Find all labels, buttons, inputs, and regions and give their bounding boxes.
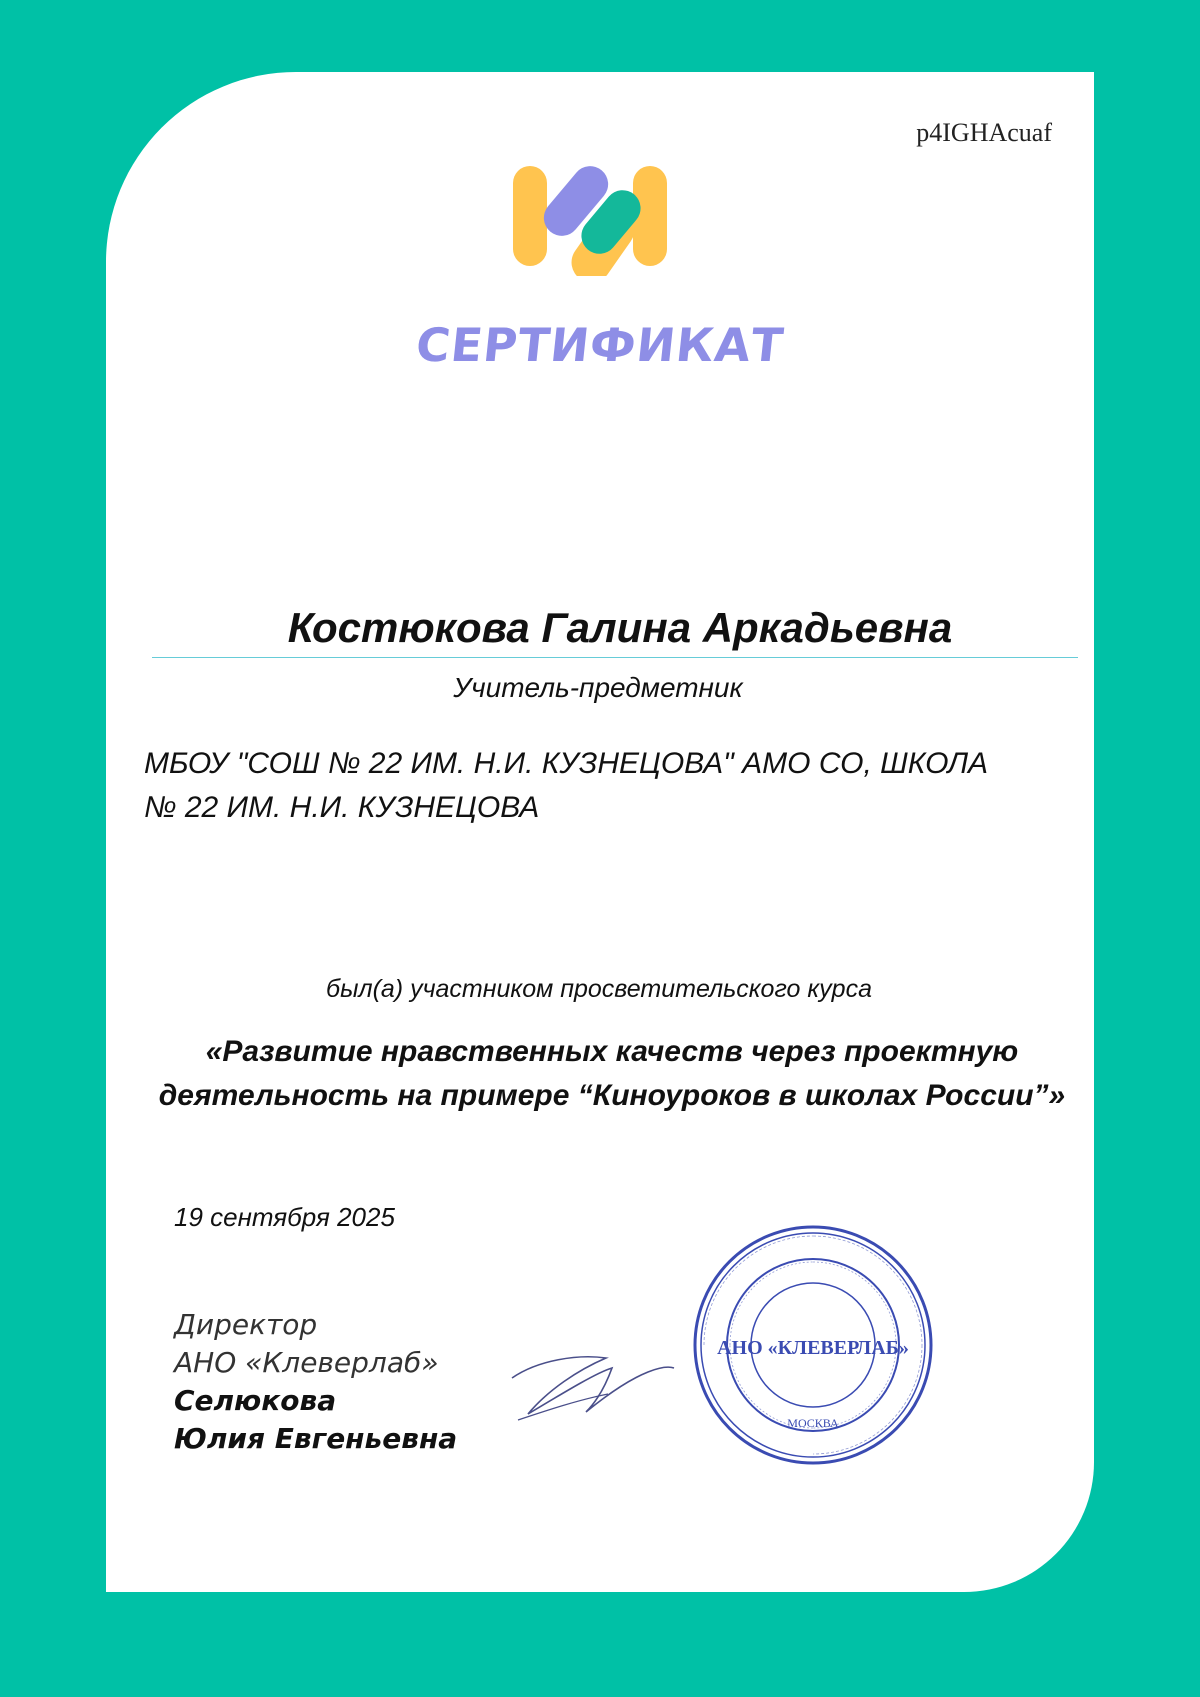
recipient-position: Учитель-предметник <box>453 672 743 703</box>
recipient-organization <box>144 742 1084 830</box>
logo-icon <box>513 166 686 276</box>
issue-date: 19 сентября 2025 <box>174 1202 395 1232</box>
director-block <box>174 1306 457 1458</box>
organization-line-2: № 22 ИМ. Н.И. КУЗНЕЦОВА <box>144 791 540 824</box>
director-role: Директор <box>174 1308 318 1341</box>
course-title-line-2: деятельность на примере “Киноуроков в школах России”» <box>158 1079 1066 1112</box>
participation-text: был(а) участником просветительского курса <box>326 975 872 1003</box>
director-surname: Селюкова <box>174 1384 337 1417</box>
director-organization: АНО «Клеверлаб» <box>174 1346 439 1379</box>
organization-line-1: МБОУ "СОШ № 22 ИМ. Н.И. КУЗНЕЦОВА" АМО СО, ШКОЛА <box>144 747 989 780</box>
certificate-title: СЕРТИФИКАТ <box>413 318 787 372</box>
stamp-city: МОСКВА <box>787 1416 839 1430</box>
recipient-name: Костюкова Галина Аркадьевна <box>287 604 953 651</box>
director-given-names: Юлия Евгеньевна <box>174 1422 458 1455</box>
course-title-line-1: «Развитие нравственных качеств через проектную <box>205 1035 1019 1068</box>
signature-image <box>508 1350 678 1430</box>
stamp-center-text: АНО «КЛЕВЕРЛАБ» <box>717 1337 909 1359</box>
name-underline <box>152 657 1078 658</box>
course-title <box>0 1030 1200 1118</box>
organization-stamp <box>690 1222 936 1468</box>
certificate-id: p4IGHAcuaf <box>916 118 1052 147</box>
